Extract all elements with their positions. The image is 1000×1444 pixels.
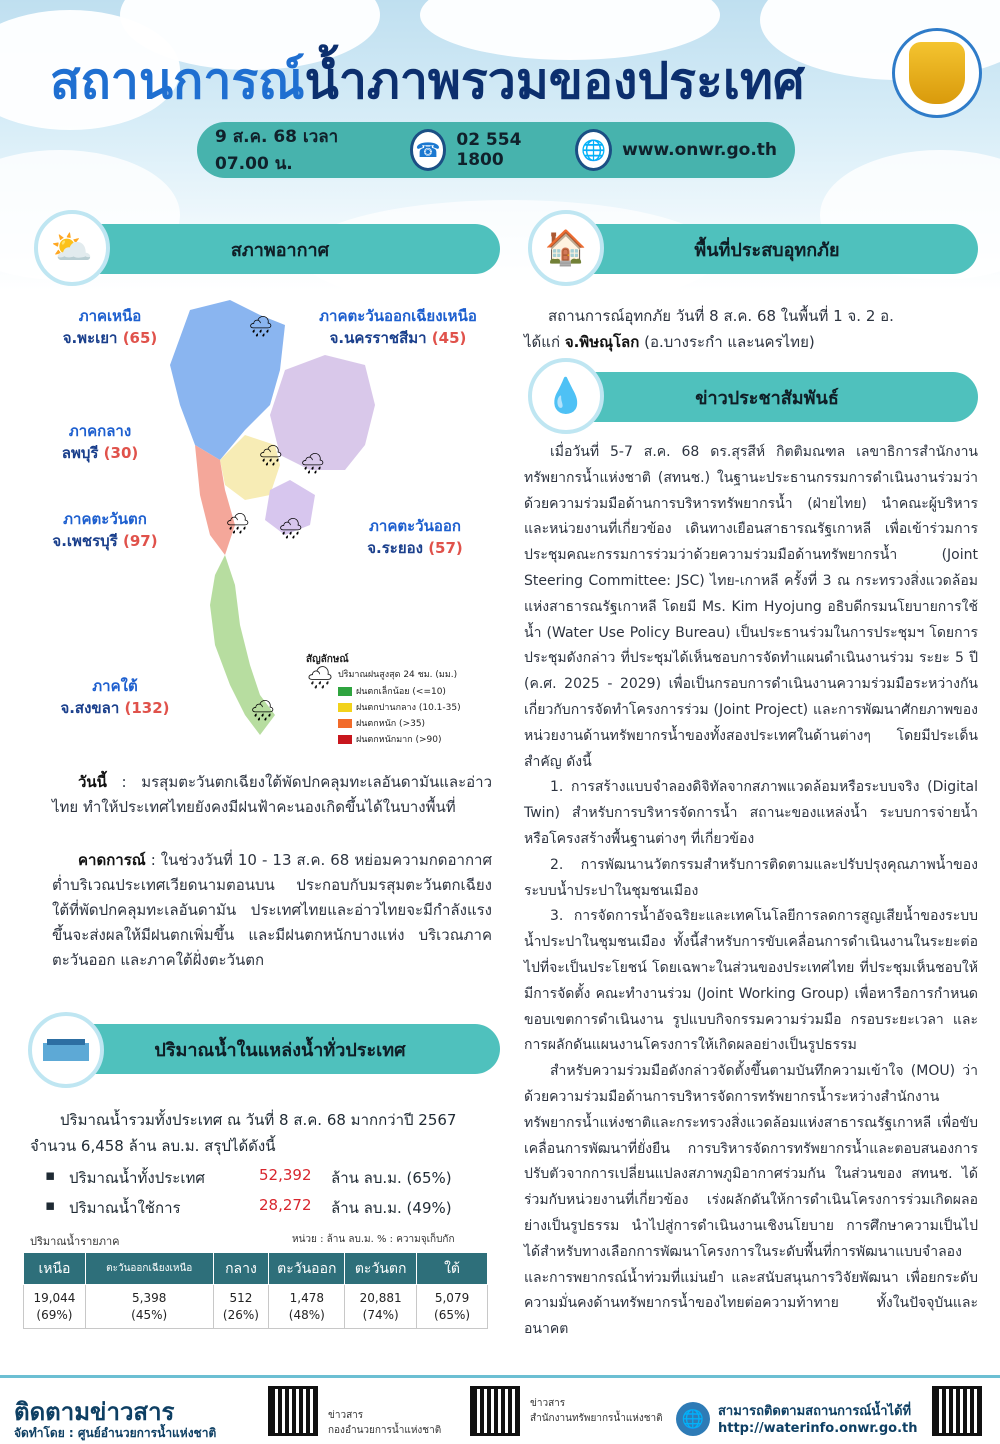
stat-usable: ▪ ปริมาณน้ำใช้การ 28,272 ล้าน ลบ.ม. (49%)	[45, 1196, 452, 1217]
water-stats	[45, 1160, 485, 1220]
news-paragraph: เมื่อวันที่ 5-7 ส.ค. 68 ดร.สุรสีห์ กิตติมณฑล เลขาธิการสำนักงานทรัพยากรน้ำแห่งชาติ (สทนช.) ในฐานะประธานกรรมการดำเนินงานร่วมว่าด้วยความร่วมมือด้านการบริหารทรัพยากรน้ำ (ฝ่ายไทย) นำคณะผู้บริหารและหน่วยงานที่เกี่ยวข้อง เดินทางเยือนสาธารณรัฐเกาหลี เพื่อเข้าร่วมการประชุมคณะกรรมการร่วมว่าด้วยความร่วมมือด้านทรัพยากรน้ำ (Joint Steering Committee: JSC) ไทย-เกาหลี ครั้งที่ 3 ณ กระทรวงสิ่งแวดล้อมแห่งสาธารณรัฐเกาหลี โดยมี Ms. Kim Hyojung อธิบดีกรมนโยบายการใช้น้ำ (Water Use Policy Bureau) เป็นประธานร่วมในการประชุมฯ โดยการประชุมดังกล่าว ที่ประชุมได้เห็นชอบการจัดทำแผนดำเนินงานร่วม ระยะ 5 ปี (ค.ศ. 2025 - 2029) เพื่อเป็นกรอบการดำเนินงานความร่วมมือระหว่างกัน เกี่ยวกับการจัดทำโครงการร่วม (Joint Project) และการพัฒนาศักยภาพของหน่วยงานด้านทรัพยากรน้ำของทั้งสองประเทศในด้านต่างๆ โดยมีประเด็นสำคัญ ดังนี้	[524, 444, 978, 770]
cell-central: 512 (26%)	[213, 1285, 269, 1329]
region-north: ภาคเหนือ จ.พะเยา (65)	[62, 307, 158, 347]
flood-house-icon: 🏠	[528, 210, 604, 286]
weather-cloud-sun-icon: ⛅	[34, 210, 110, 286]
qr1-caption: ข่าวสาร กองอำนวยการน้ำแห่งชาติ	[328, 1410, 442, 1436]
qr-code-waterinfo[interactable]	[932, 1386, 982, 1436]
rain-cloud-icon: 🌧	[250, 698, 276, 722]
cell-north: 19,044 (69%)	[24, 1285, 86, 1329]
news-heading: ข่าวประชาสัมพันธ์	[556, 372, 978, 422]
col-south: ใต้	[417, 1253, 488, 1285]
globe-icon: 🌐	[575, 129, 612, 171]
emblem-icon	[909, 42, 965, 104]
region-central: ภาคกลาง ลพบุรี (30)	[61, 422, 139, 462]
footer-producer: จัดทำโดย : ศูนย์อำนวยการน้ำแห่งชาติ	[14, 1426, 217, 1440]
water-heading: ปริมาณน้ำในแหล่งน้ำทั่วประเทศ	[60, 1024, 500, 1074]
weather-heading: สภาพอากาศ	[60, 224, 500, 274]
footer	[0, 1375, 1000, 1444]
table-row	[24, 1285, 488, 1329]
news-paragraph: 2. การพัฒนานวัตกรรมสำหรับการติดตามและปรับปรุงคุณภาพน้ำของระบบน้ำประปาในชุมชนเมือง	[524, 856, 978, 899]
col-north: เหนือ	[24, 1253, 86, 1285]
col-northeast: ตะวันออกเฉียงเหนือ	[85, 1253, 213, 1285]
onwr-logo	[892, 28, 982, 118]
water-summary: ปริมาณน้ำรวมทั้งประเทศ ณ วันที่ 8 ส.ค. 68 มากกว่าปี 2567	[60, 1111, 457, 1129]
news-paragraph: 1. การสร้างแบบจำลองดิจิทัลจากสภาพแวดล้อมหรือระบบจริง (Digital Twin) สำหรับการบริหารจัดการน้ำ สถานะของแหล่งน้ำ ระบบการจ่ายน้ำ หรือโครงสร้างพื้นฐานต่างๆ ที่เกี่ยวข้อง	[524, 779, 978, 847]
cell-east: 1,478 (48%)	[269, 1285, 345, 1329]
rain-cloud-icon: 🌧	[248, 314, 274, 338]
footer-follow: ติดตามข่าวสาร	[14, 1398, 175, 1426]
regional-water-table	[23, 1252, 488, 1329]
weather-forecast-text: คาดการณ์ : ในช่วงวันที่ 10 - 13 ส.ค. 68 หย่อมความกดอากาศต่ำบริเวณประเทศเวียดนามตอนบน ประกอบกับมรสุมตะวันตกเฉียงใต้ที่พัดปกคลุมทะเลอันดามัน ประเทศไทยและอ่าวไทยจะมีกำลังแรงขึ้นจะส่งผลให้มีฝนตกเพิ่มขึ้น และมีฝนตกหนักบางแห่ง บริเวณภาคตะวันออก และภาคใต้ฝั่งตะวันตก	[52, 851, 492, 969]
flood-text: สถานการณ์อุทกภัย วันที่ 8 ส.ค. 68 ในพื้นที่ 1 จ. 2 อ. ได้แก่ จ.พิษณุโลก (อ.บางระกำ และนครไทย)	[524, 307, 894, 351]
rain-cloud-icon: 🌧	[300, 451, 326, 475]
water-summary-2: จำนวน 6,458 ล้าน ลบ.ม. สรุปได้ดังนี้	[30, 1137, 276, 1155]
col-central: กลาง	[213, 1253, 269, 1285]
region-south: ภาคใต้ จ.สงขลา (132)	[60, 677, 170, 717]
col-west: ตะวันตก	[345, 1253, 417, 1285]
cell-south: 5,079 (65%)	[417, 1285, 488, 1329]
map-legend: สัญลักษณ์ 🌧 ปริมาณฝนสูงสุด 24 ชม. (มม.) ฝนตกเล็กน้อย (<=10) ฝนตกปานกลาง (10.1-35) ฝนตกหนัก (>35) ฝนตกหนักมาก (>90)	[306, 654, 461, 745]
table-unit: หน่วย : ล้าน ลบ.ม. % : ความจุเก็บกัก	[292, 1234, 455, 1245]
date-time: 9 ส.ค. 68 เวลา 07.00 น.	[215, 127, 339, 174]
rain-cloud-icon: 🌧	[225, 511, 251, 535]
stat-total: ▪ ปริมาณน้ำทั้งประเทศ 52,392 ล้าน ลบ.ม. (65%)	[45, 1166, 452, 1187]
region-northeast: ภาคตะวันออกเฉียงเหนือ จ.นครราชสีมา (45)	[319, 307, 477, 347]
footer-web: สามารถติดตามสถานการณ์น้ำได้ที่ http://waterinfo.onwr.go.th	[718, 1404, 918, 1436]
phone-icon: ☎	[410, 129, 447, 171]
qr-code-nwc[interactable]	[268, 1386, 318, 1436]
globe-icon: 🌐	[676, 1402, 710, 1436]
news-body	[524, 440, 978, 1343]
table-header-row	[24, 1253, 488, 1285]
waterinfo-link[interactable]: http://waterinfo.onwr.go.th	[718, 1421, 918, 1436]
rain-cloud-icon: 🌧	[306, 666, 334, 691]
region-east: ภาคตะวันออก จ.ระยอง (57)	[367, 517, 463, 557]
website-link[interactable]: www.onwr.go.th	[622, 140, 778, 160]
info-bar	[197, 122, 795, 178]
col-east: ตะวันออก	[269, 1253, 345, 1285]
news-paragraph: 3. การจัดการน้ำอัจฉริยะและเทคโนโลยีการลดการสูญเสียน้ำของระบบน้ำประปาในชุมชนเมือง ทั้งนี้สำหรับการขับเคลื่อนการดำเนินงานในระยะต่อไปที่จะเป็นประโยชน์ โดยเฉพาะในส่วนของประเทศไทย ที่ประชุมเห็นชอบให้มีการจัดตั้ง คณะทำงานร่วม (Joint Working Group) เพื่อหารือการกำหนดขอบเขตการดำเนินงาน รูปแบบกิจกรรมความร่วมมือ กรอบระยะเวลา และการผลักดันแผนงานโครงการให้เกิดผลอย่างเป็นรูปธรรม	[524, 908, 978, 1054]
weather-today-text: วันนี้ : มรสุมตะวันตกเฉียงใต้พัดปกคลุมทะเลอันดามันและอ่าวไทย ทำให้ประเทศไทยยังคงมีฝนฟ้าคะนองเกิดขึ้นได้ในบางพื้นที่	[52, 773, 492, 816]
qr2-caption: ข่าวสาร สำนักงานทรัพยากรน้ำแห่งชาติ	[530, 1398, 663, 1424]
region-west: ภาคตะวันตก จ.เพชรบุรี (97)	[52, 510, 158, 550]
news-paragraph: สำหรับความร่วมมือดังกล่าวจัดตั้งขึ้นตามบันทึกความเข้าใจ (MOU) ว่าด้วยความร่วมมือด้านการบริหารจัดการทรัพยากรน้ำระหว่างสำนักงานทรัพยากรน้ำแห่งชาติและกระทรวงสิ่งแวดล้อมแห่งสาธารณรัฐเกาหลี เพื่อขับเคลื่อนการพัฒนาที่ยั่งยืน การบริหารจัดการทรัพยากรน้ำและตอบสนองการปรับตัวจากการเปลี่ยนแปลงสภาพภูมิอากาศร่วมกัน ในส่วนของ สทนช. ได้ร่วมกับหน่วยงานที่เกี่ยวข้อง เร่งผลักดันให้การดำเนินโครงการร่วมเกิดผลอย่างเป็นรูปธรรม นำไปสู่การดำเนินงานเชิงนโยบาย การศึกษาความเป็นไปได้สำหรับทางเลือกการพัฒนาโครงการในระดับพื้นที่การพัฒนาแบบจำลองและการพยากรณ์น้ำท่วมที่แม่นยำ และสนับสนุนการวิจัยพัฒนา เพื่อยกระดับความมั่นคงด้านทรัพยากรน้ำของไทยต่อความท้าทาย ทั้งในปัจจุบันและอนาคต	[524, 1063, 978, 1338]
cell-northeast: 5,398 (45%)	[85, 1285, 213, 1329]
cell-west: 20,881 (74%)	[345, 1285, 417, 1329]
flood-heading: พื้นที่ประสบอุทกภัย	[556, 224, 978, 274]
page-title: สถานการณ์น้ำภาพรวมของประเทศ	[50, 52, 805, 110]
water-drop-hand-icon: 💧	[528, 358, 604, 434]
rain-cloud-icon: 🌧	[258, 443, 284, 467]
table-caption: ปริมาณน้ำรายภาค	[30, 1235, 120, 1248]
dam-icon	[28, 1012, 104, 1088]
rain-cloud-icon: 🌧	[278, 516, 304, 540]
phone-number[interactable]: 02 554 1800	[456, 130, 522, 170]
qr-code-onwr[interactable]	[470, 1386, 520, 1436]
